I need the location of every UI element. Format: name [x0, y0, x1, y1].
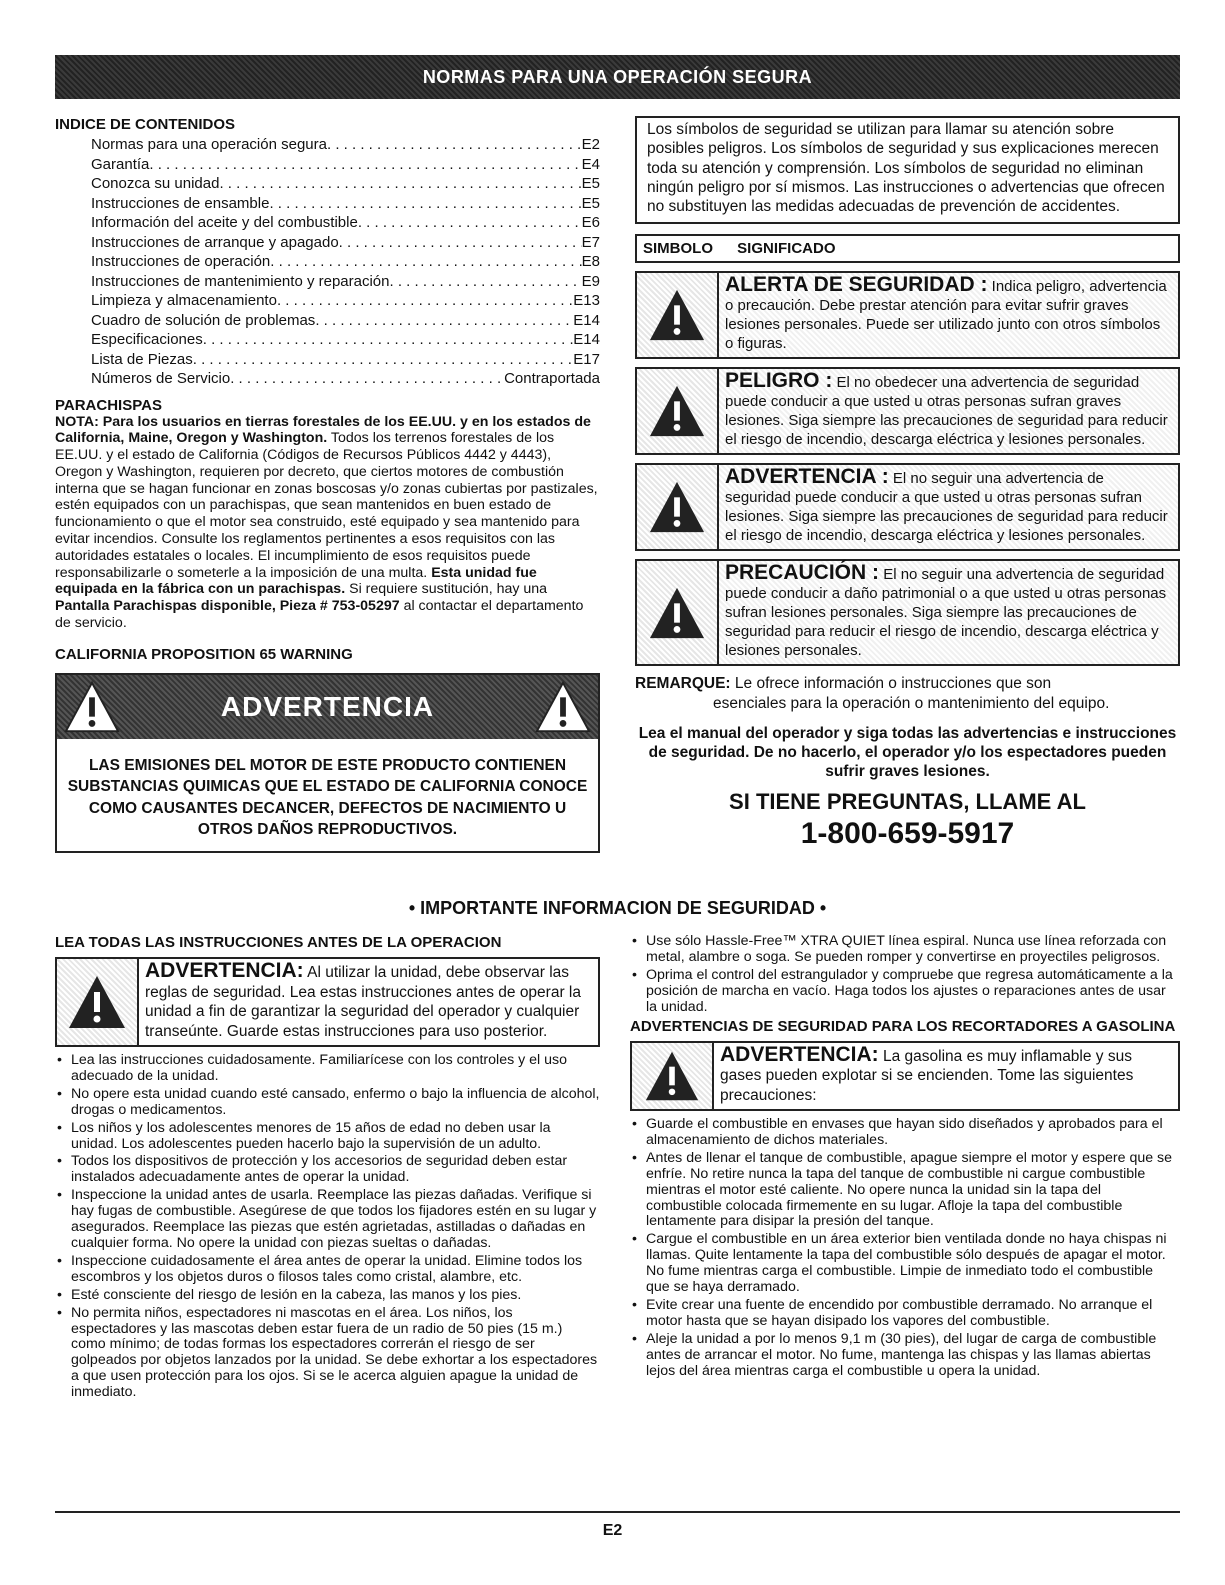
symbol-icon-cell: [635, 367, 719, 455]
read-all-instructions-title: LEA TODAS LAS INSTRUCCIONES ANTES DE LA OPERACION: [55, 934, 502, 951]
california-warning-text: LAS EMISIONES DEL MOTOR DE ESTE PRODUCTO CONTIENEN SUBSTANCIAS QUIMICAS QUE EL ESTADO DE CALIFORNIA CONOCE COMO CAUSANTES DECANCER, DEFECTOS DE NACIMIENTO U OTROS DAÑOS REPRODUCTIVOS.: [67, 756, 588, 839]
symbol-row: [635, 271, 1180, 359]
gasoline-warning-icon-cell: [630, 1041, 714, 1112]
symbols-intro: Los símbolos de seguridad se utilizan para llamar su atención sobre posibles peligros. Los símbolos de seguridad y sus explicaciones merecen toda su atención y comprensión. Los símbolos de seguridad no eliminan ningún peligro por sí mismos. Las instrucciones o advertencias que ofrecen no substituyen las medidas adecuadas de prevención de accidentes.: [635, 116, 1180, 224]
questions-call-heading: SI TIENE PREGUNTAS, LLAME AL: [729, 789, 1086, 815]
spark-factory-bold: Esta unidad fue equipada en la fábrica con un parachispas.: [55, 564, 537, 598]
symbols-table-header: [635, 234, 1180, 263]
symbols-table: [635, 271, 1180, 666]
toc-entry-label: Lista de Piezas: [91, 350, 193, 368]
list-item: • Inspeccione cuidadosamente el área antes de operar la unidad. Elimine todos los escombros y los objetos duros o filosos tales como cristal, alambre, etc.: [55, 1254, 600, 1286]
toc-leader-dots: [277, 291, 573, 311]
toc-leader-dots: [358, 213, 582, 233]
bottom-divider: [55, 1511, 1180, 1513]
gasoline-warning-body: La gasolina es muy inflamable y sus gases pueden explotar si se encienden. Tome las siguientes precauciones:: [720, 1047, 1134, 1104]
toc-entry: [91, 194, 600, 214]
operation-warning-text: [139, 957, 600, 1047]
toc-entry-label: Instrucciones de ensamble: [91, 194, 270, 212]
symbol-row: [635, 559, 1180, 666]
spark-note-bold: NOTA: Para los usuarios en tierras forestales de los EE.UU. y en los estados de California, Maine, Oregon y Washington.: [55, 413, 591, 447]
symbol-description: El no seguir una advertencia de seguridad puede conducir a daño patrimonial o a que usted u otras personas sufran lesiones personales. Siga siempre las precauciones de seguridad para reducir el riesgo de incendio, descarga eléctrica y lesiones personales.: [725, 566, 1167, 660]
california-warning-box: [55, 673, 600, 853]
warning-triangle-icon: [63, 679, 121, 735]
spark-screen-bold: Pantalla Parachispas disponible, Pieza # 753-05297: [55, 598, 400, 615]
meaning-column-header: SIGNIFICADO: [737, 240, 836, 258]
toc-leader-dots: [339, 233, 582, 253]
california-warning-title: ADVERTENCIA: [220, 690, 435, 722]
spark-factory-text: Si requiere sustitución, hay una: [349, 581, 548, 598]
gas-warnings-title: ADVERTENCIAS DE SEGURIDAD PARA LOS RECORTADORES A GASOLINA: [630, 1017, 1176, 1035]
table-of-contents: [91, 135, 600, 389]
warning-triangle-icon: [646, 286, 708, 344]
toc-entry-page: E5: [581, 175, 600, 192]
right-column-top: [635, 116, 1180, 851]
toc-title: INDICE DE CONTENIDOS: [55, 116, 236, 133]
read-manual-notice: Lea el manual del operador y siga todas las advertencias e instrucciones de seguridad. De no hacerlo, el operador y/o los espectadores pueden sufrir graves lesiones.: [638, 725, 1177, 781]
section-banner: [55, 55, 1180, 99]
list-item: • Lea las instrucciones cuidadosamente. Familiarícese con los controles y el uso adecuado de la unidad.: [55, 1053, 600, 1085]
list-item: • Cargue el combustible en un área exterior bien ventilada donde no haya chispas ni llamas. Quite lentamente la tapa del combustible sólo después de apagar el motor. No fume mientras carga el combustible. Limpie de inmediato todo el combustible que se haya derramado.: [630, 1232, 1180, 1296]
toc-entry: [91, 291, 600, 311]
california-title: CALIFORNIA PROPOSITION 65 WARNING: [55, 645, 353, 663]
toc-entry: [91, 369, 600, 389]
safety-bullet-list-right-top: [630, 934, 1180, 1016]
spark-arrester-text: [55, 414, 600, 632]
safety-bullet-list-right: [630, 1117, 1180, 1380]
toc-entry-page: E8: [581, 253, 600, 270]
toc-entry-page: E14: [573, 311, 600, 329]
toc-entry: [91, 135, 600, 155]
remarque: [635, 674, 1180, 714]
symbol-description: El no obedecer una advertencia de seguridad puede conducir a que usted u otras personas sufran graves lesiones. Siga siempre las precauciones de seguridad para reducir el riesgo de incendio, descarga eléctrica y lesiones personales.: [725, 374, 1168, 449]
list-item: • Use sólo Hassle-Free™ XTRA QUIET línea espiral. Nunca use línea reforzada con metal, alambre o soga. Se pueden romper y convertirse en proyectiles peligrosos.: [630, 934, 1180, 966]
remarque-text-1: Le ofrece información o instrucciones que son: [734, 675, 1052, 693]
toc-entry: [91, 155, 600, 175]
banner-title: NORMAS PARA UNA OPERACIÓN SEGURA: [422, 66, 813, 87]
list-item: • Los niños y los adolescentes menores de 15 años de edad no deben usar la unidad. Los adolescentes pueden hacerlo bajo la supervisión de un adulto.: [55, 1121, 600, 1153]
safety-bullet-list-left: [55, 1053, 600, 1401]
toc-leader-dots: [149, 155, 581, 175]
spark-note-text: Todos los terrenos forestales de los EE.UU. y el estado de California (Códigos de Recursos Públicos 4442 y 4443), Oregon y Washington, requieren por decreto, que ciertos motores de combustión interna que se hagan funcionar en zonas boscosas y/o zonas cubiertas por pastizales, estén equipados con un parachispas, que sean mantenidos en buen estado de funcionamiento o que el motor sea construido, esté equipado y sea mantenido para evitar incendios. Consulte los reglamentos pertinentes a esos requisitos con las autoridades estatales o locales. El incumplimiento de esos requisitos puede responsabilizarle o someterle a la imposición de una multa.: [55, 430, 598, 581]
symbol-description: El no seguir una advertencia de seguridad puede conducir a que usted u otras personas sufran lesiones. Siga siempre las precauciones de seguridad para reducir el riesgo de incendio, descarga eléctrica y lesiones personales.: [725, 470, 1168, 545]
toc-leader-dots: [390, 272, 582, 292]
symbol-keyword: PELIGRO :: [725, 369, 833, 393]
symbol-column-header: SIMBOLO: [643, 240, 713, 258]
toc-entry-label: Instrucciones de operación: [91, 253, 271, 270]
spark-screen-text: al contactar el departamento de servicio.: [55, 598, 584, 632]
warning-triangle-icon: [646, 478, 708, 536]
toc-entry-page: E9: [581, 272, 600, 290]
toc-entry-page: E7: [581, 233, 600, 251]
toc-entry-page: E4: [581, 155, 600, 173]
warning-triangle-icon: [642, 1048, 702, 1104]
list-item: • Todos los dispositivos de protección y los accesorios de seguridad deben estar instalados adecuadamente antes de operar la unidad.: [55, 1154, 600, 1186]
list-item: • Guarde el combustible en envases que hayan sido diseñados y aprobados para el almacenamiento de dichos materiales.: [630, 1117, 1180, 1149]
gasoline-warning-text: [714, 1041, 1180, 1112]
toc-entry-page: Contraportada: [504, 370, 600, 387]
toc-entry: [91, 311, 600, 331]
list-item: • No opere esta unidad cuando esté cansado, enfermo o bajo la influencia de alcohol, drogas o medicamentos.: [55, 1087, 600, 1119]
page-number: E2: [602, 1522, 623, 1539]
symbol-row: [635, 367, 1180, 455]
operation-warning-body: Al utilizar la unidad, debe observar las reglas de seguridad. Lea estas instrucciones antes de operar la unidad a fin de garantizar la seguridad del operador y cualquier transeúnte. Guarde estas instrucciones para uso posterior.: [145, 964, 581, 1040]
toc-entry-page: E17: [573, 350, 600, 368]
symbol-meaning-cell: [719, 463, 1180, 551]
list-item: • Evite crear una fuente de encendido por combustible derramado. No arranque el motor hasta que se hayan disipado los vapores del combustible.: [630, 1298, 1180, 1330]
list-item: • Aleje la unidad a por lo menos 9,1 m (30 pies), del lugar de carga de combustible antes de arrancar el motor. No fume, mantenga las chispas y las llamas abiertas lejos del área mientras carga el combustible u opera la unidad.: [630, 1332, 1180, 1380]
symbol-keyword: ADVERTENCIA :: [725, 465, 889, 489]
remarque-text-2: esenciales para la operación o mantenimiento del equipo.: [713, 695, 1110, 713]
symbol-icon-cell: [635, 463, 719, 551]
toc-entry: [91, 350, 600, 370]
toc-entry-page: E13: [573, 292, 600, 309]
toc-entry-page: E5: [581, 194, 600, 212]
toc-entry-label: Instrucciones de mantenimiento y reparación: [91, 272, 390, 290]
list-item: • Inspeccione la unidad antes de usarla. Reemplace las piezas dañadas. Verifique si hay fugas de combustible. Asegúrese de que todos los fijadores estén en su lugar y asegurados. Reemplace las piezas que estén agrietadas, astilladas o dañadas en cualquier forma. No opere la unidad con piezas sueltas o dañadas.: [55, 1188, 600, 1252]
list-item: • Oprima el control del estrangulador y compruebe que regresa automáticamente a la posición de marcha en vacío. Haga todos los ajustes o reparaciones antes de usar la unidad.: [630, 968, 1180, 1016]
symbol-description: Indica peligro, advertencia o precaución. Debe prestar atención para evitar sufrir graves lesiones personales. Puede ser utilizado junto con otros símbolos o figuras.: [725, 278, 1167, 353]
toc-entry-label: Conozca su unidad: [91, 175, 220, 192]
toc-entry-label: Especificaciones: [91, 331, 203, 348]
operation-warning-keyword: ADVERTENCIA:: [145, 959, 304, 982]
toc-entry: [91, 330, 600, 350]
important-info-title: • IMPORTANTE INFORMACION DE SEGURIDAD •: [408, 898, 827, 918]
operation-warning-box: [55, 957, 600, 1047]
list-item: • Esté consciente del riesgo de lesión en la cabeza, las manos y los pies.: [55, 1288, 600, 1304]
warning-triangle-icon: [534, 679, 592, 735]
toc-entry-label: Garantía: [91, 155, 150, 173]
toc-leader-dots: [230, 369, 504, 389]
spark-arrester-title: PARACHISPAS: [55, 396, 162, 414]
symbol-keyword: PRECAUCIÓN :: [725, 561, 880, 585]
remarque-label: REMARQUE:: [635, 675, 731, 693]
toc-leader-dots: [327, 135, 582, 155]
symbol-row: [635, 463, 1180, 551]
toc-leader-dots: [219, 174, 581, 194]
toc-entry: [91, 272, 600, 292]
gasoline-warning-box: [630, 1041, 1180, 1112]
symbol-meaning-cell: [719, 559, 1180, 666]
toc-leader-dots: [315, 311, 573, 331]
toc-leader-dots: [270, 252, 581, 272]
toc-leader-dots: [203, 330, 574, 350]
left-column-top: [55, 116, 600, 853]
toc-entry-page: E14: [573, 331, 600, 348]
toc-leader-dots: [193, 350, 574, 370]
toc-entry-label: Instrucciones de arranque y apagado: [91, 233, 339, 251]
toc-entry: [91, 213, 600, 233]
symbol-icon-cell: [635, 559, 719, 666]
toc-entry-label: Normas para una operación segura: [91, 136, 327, 153]
symbol-meaning-cell: [719, 271, 1180, 359]
toc-entry-label: Números de Servicio: [91, 370, 231, 387]
toc-entry-label: Limpieza y almacenamiento: [91, 292, 277, 309]
california-warning-header: [57, 675, 598, 739]
left-column-bottom: [55, 934, 600, 1403]
list-item: • No permita niños, espectadores ni mascotas en el área. Los niños, los espectadores y las mascotas deben estar fuera de un radio de 50 pies (15 m.) como mínimo; de todas formas los espectadores correrán el riesgo de ser golpeados por objetos lanzados por la unidad. Se debe exhortar a los espectadores a que usen protección para los ojos. Si se le acerca alguien apague la unidad de inmediato.: [55, 1306, 600, 1401]
symbol-icon-cell: [635, 271, 719, 359]
toc-entry: [91, 174, 600, 194]
toc-entry-label: Cuadro de solución de problemas: [91, 311, 316, 329]
operation-warning-icon-cell: [55, 957, 139, 1047]
right-column-bottom: [630, 934, 1180, 1382]
list-item: • Antes de llenar el tanque de combustible, apague siempre el motor y espere que se enfríe. No retire nunca la tapa del tanque de combustible ni cargue combustible mientras el motor esté caliente. No opere nunca la unidad sin la tapa del combustible colocada firmemente en su lugar. Afloje la tapa del combustible lentamente para disipar la presión del tanque.: [630, 1151, 1180, 1231]
warning-triangle-icon: [646, 584, 708, 642]
symbol-meaning-cell: [719, 367, 1180, 455]
toc-entry-page: E6: [581, 214, 600, 231]
symbol-keyword: ALERTA DE SEGURIDAD :: [725, 273, 988, 297]
toc-entry-label: Información del aceite y del combustible: [91, 214, 358, 231]
warning-triangle-icon: [65, 972, 129, 1032]
toc-entry: [91, 233, 600, 253]
toc-entry: [91, 252, 600, 272]
phone-number: 1-800-659-5917: [800, 817, 1015, 851]
warning-triangle-icon: [646, 382, 708, 440]
toc-entry-page: E2: [581, 136, 600, 153]
toc-leader-dots: [269, 194, 581, 214]
gasoline-warning-keyword: ADVERTENCIA:: [720, 1042, 879, 1066]
